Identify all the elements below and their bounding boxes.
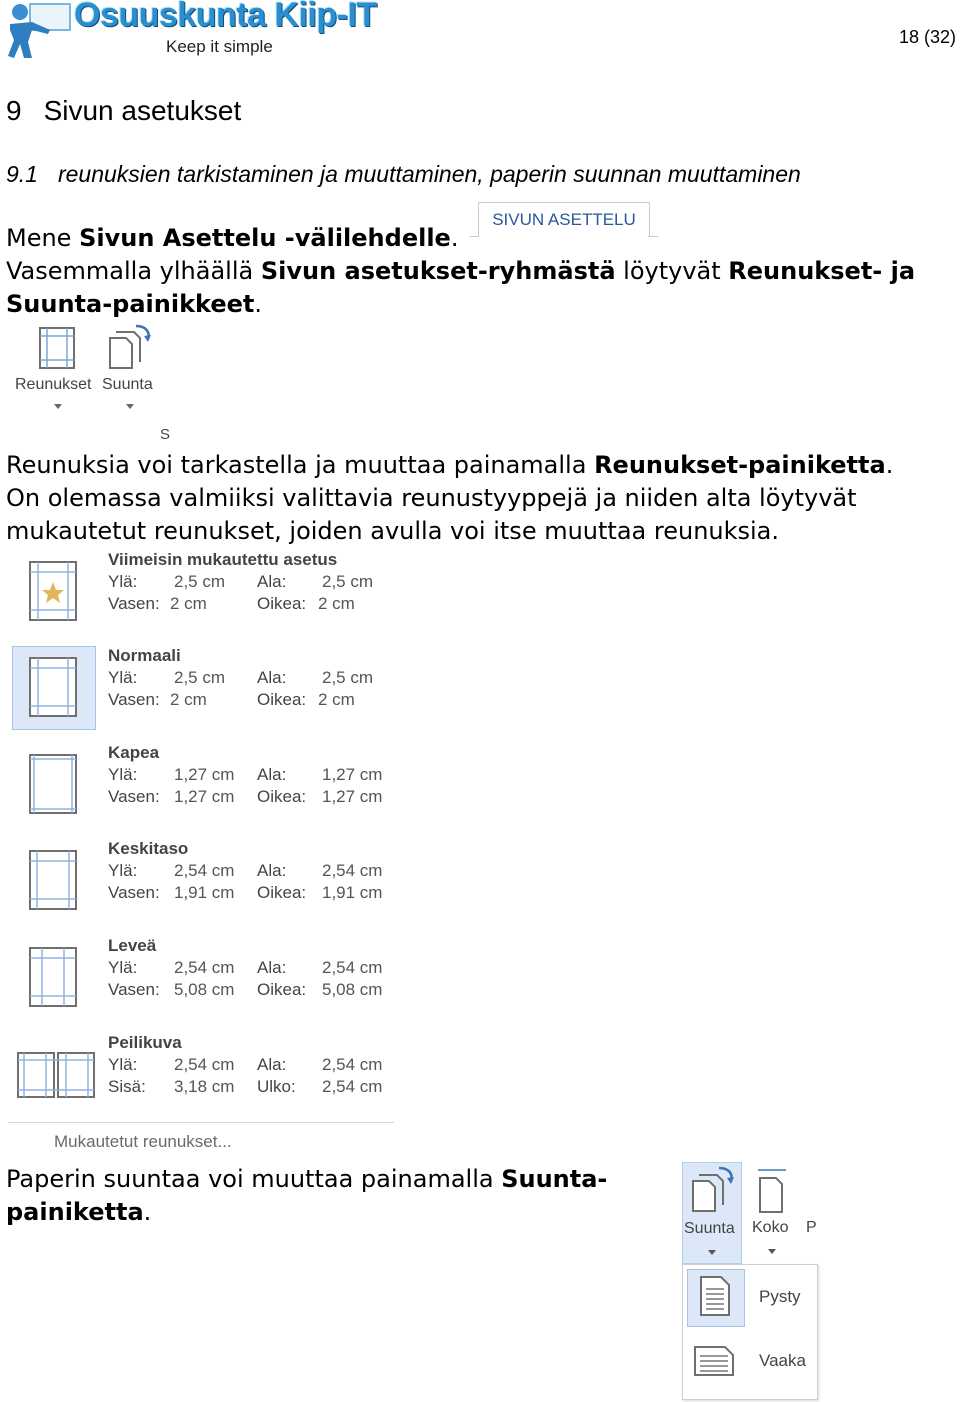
group-label-fragment: S (160, 426, 171, 443)
portrait-label: Pysty (759, 1287, 801, 1306)
person-at-whiteboard-icon (2, 0, 76, 60)
label-left: Vasen: (108, 690, 160, 709)
margins-preset-normal-icon (28, 656, 78, 718)
logo (2, 0, 402, 62)
bold-text: Sivun asetukset-ryhmästä (260, 257, 616, 285)
option-title: Peilikuva (108, 1033, 182, 1052)
margins-preset-wide-icon (28, 946, 78, 1008)
dropdown-arrow-icon (54, 404, 62, 409)
label-bottom: Ala: (257, 572, 287, 591)
value-bottom: 2,54 cm (322, 861, 383, 880)
value-top: 2,5 cm (174, 668, 226, 687)
heading-1 (6, 95, 241, 127)
label-right: Oikea: (257, 594, 307, 613)
label-bottom: Ala: (257, 668, 287, 687)
value-bottom: 2,5 cm (322, 668, 374, 687)
text: löytyvät (615, 257, 729, 285)
value-top: 2,54 cm (174, 1055, 235, 1074)
text: Vasemmalla ylhäällä (6, 257, 261, 285)
text: On olemassa valmiiksi valittavia reunustyyppejä ja niiden alta löytyvät (6, 484, 857, 512)
heading-2-number: 9.1 (6, 161, 38, 187)
margins-preset-narrow-icon (28, 753, 78, 815)
custom-margins-menu-item[interactable]: Mukautetut reunukset... (54, 1132, 232, 1151)
orientation-icon (689, 1165, 735, 1215)
label-outside: Ulko: (257, 1077, 296, 1096)
value-left: 2 cm (170, 594, 207, 613)
paragraph-3 (6, 1163, 646, 1229)
label-bottom: Ala: (257, 958, 287, 977)
landscape-page-icon (693, 1345, 735, 1377)
bold-text: Suunta-painikkeet (6, 290, 255, 318)
label-inside: Sisä: (108, 1077, 146, 1096)
margins-option-last-custom[interactable] (10, 548, 392, 638)
value-left: 5,08 cm (174, 980, 235, 999)
label-right: Oikea: (257, 883, 307, 902)
page-number: 18 (32) (898, 27, 956, 47)
margins-option-mirrored[interactable] (10, 1031, 392, 1121)
label-top: Ylä: (108, 1055, 138, 1074)
orientation-button-label: Suunta (684, 1220, 735, 1237)
orientation-option-portrait[interactable] (685, 1267, 813, 1327)
logo-subtitle: Keep it simple (166, 37, 273, 56)
page-size-icon (754, 1166, 790, 1214)
margins-option-moderate[interactable] (10, 837, 392, 927)
landscape-label: Vaaka (759, 1351, 806, 1370)
dropdown-arrow-icon (126, 404, 134, 409)
margins-button-label: Reunukset (15, 376, 92, 393)
menu-separator (8, 1122, 394, 1123)
value-outside: 2,54 cm (322, 1077, 383, 1096)
text: Reunuksia voi tarkastella ja muuttaa painamalla (6, 451, 595, 479)
label-left: Vasen: (108, 980, 160, 999)
margins-menu (8, 546, 396, 1158)
bold-text: Reunukset-painiketta (594, 451, 886, 479)
text: . (885, 451, 894, 479)
label-left: Vasen: (108, 594, 160, 613)
tab-divider (648, 236, 658, 237)
margins-option-narrow[interactable] (10, 741, 392, 831)
option-title: Keskitaso (108, 839, 189, 858)
heading-2-text: reunuksien tarkistaminen ja muuttaminen, paperin suunnan muuttaminen (57, 161, 801, 187)
tab-divider (470, 236, 478, 237)
option-title: Leveä (108, 936, 157, 955)
heading-1-number: 9 (6, 95, 22, 126)
margins-button[interactable] (12, 324, 102, 416)
label-bottom: Ala: (257, 1055, 287, 1074)
bold-text: Sivun Asettelu -välilehdelle (79, 224, 451, 252)
dropdown-arrow-icon (768, 1249, 776, 1254)
label-right: Oikea: (257, 787, 307, 806)
value-left: 1,91 cm (174, 883, 235, 902)
ribbon-tab-screenshot (470, 200, 660, 245)
value-right: 1,27 cm (322, 787, 383, 806)
bold-text: Suunta- (501, 1165, 608, 1193)
orientation-button-label: Suunta (102, 376, 153, 393)
dropdown-arrow-icon (708, 1250, 716, 1255)
orientation-option-landscape[interactable] (685, 1333, 813, 1393)
text: . (450, 224, 459, 252)
option-title: Kapea (108, 743, 160, 762)
orientation-menu-screenshot (680, 1160, 820, 1400)
value-right: 1,91 cm (322, 883, 383, 902)
label-bottom: Ala: (257, 861, 287, 880)
text: Mene (6, 224, 80, 252)
size-button-label: Koko (752, 1219, 789, 1236)
logo-title: Osuuskunta Kiip-IT (74, 0, 377, 34)
margins-option-wide[interactable] (10, 934, 392, 1024)
label-top: Ylä: (108, 861, 138, 880)
text: . (254, 290, 263, 318)
orientation-button[interactable] (100, 324, 164, 416)
value-inside: 3,18 cm (174, 1077, 235, 1096)
value-top: 2,5 cm (174, 572, 226, 591)
value-bottom: 1,27 cm (322, 765, 383, 784)
margins-option-normal[interactable] (10, 644, 392, 734)
value-bottom: 2,5 cm (322, 572, 374, 591)
label-top: Ylä: (108, 668, 138, 687)
margins-preset-moderate-icon (28, 849, 78, 911)
value-top: 2,54 cm (174, 958, 235, 977)
portrait-page-icon (699, 1275, 731, 1317)
value-right: 2 cm (318, 594, 355, 613)
text: Paperin suuntaa voi muuttaa painamalla (6, 1165, 502, 1193)
label-left: Vasen: (108, 787, 160, 806)
label-right: Oikea: (257, 980, 307, 999)
label-bottom: Ala: (257, 765, 287, 784)
heading-2 (6, 161, 801, 188)
value-bottom: 2,54 cm (322, 1055, 383, 1074)
paragraph-2 (6, 449, 956, 548)
option-title: Viimeisin mukautettu asetus (108, 550, 338, 569)
label-top: Ylä: (108, 765, 138, 784)
value-bottom: 2,54 cm (322, 958, 383, 977)
bold-text: painiketta (6, 1198, 144, 1226)
value-top: 2,54 cm (174, 861, 235, 880)
value-right: 5,08 cm (322, 980, 383, 999)
margins-icon (38, 326, 76, 370)
option-title: Normaali (108, 646, 181, 665)
value-left: 1,27 cm (174, 787, 235, 806)
ribbon-buttons-screenshot (8, 322, 178, 442)
heading-1-text: Sivun asetukset (43, 95, 242, 126)
label-top: Ylä: (108, 958, 138, 977)
label-left: Vasen: (108, 883, 160, 902)
size-ribbon-button[interactable] (746, 1162, 798, 1262)
label-top: Ylä: (108, 572, 138, 591)
margins-preset-mirrored-icon (16, 1051, 96, 1099)
bold-text: Reunukset- ja (728, 257, 916, 285)
value-top: 1,27 cm (174, 765, 235, 784)
orientation-ribbon-button[interactable] (682, 1162, 742, 1264)
label-right: Oikea: (257, 690, 307, 709)
orientation-icon (106, 324, 152, 372)
orientation-dropdown (682, 1264, 818, 1400)
tab-page-layout[interactable]: SIVUN ASETTELU (478, 202, 650, 237)
value-left: 2 cm (170, 690, 207, 709)
ribbon-label-fragment: P (806, 1219, 817, 1236)
value-right: 2 cm (318, 690, 355, 709)
text: mukautetut reunukset, joiden avulla voi itse muuttaa reunuksia. (6, 517, 780, 545)
margins-preset-star-icon (28, 560, 78, 622)
text: . (143, 1198, 152, 1226)
